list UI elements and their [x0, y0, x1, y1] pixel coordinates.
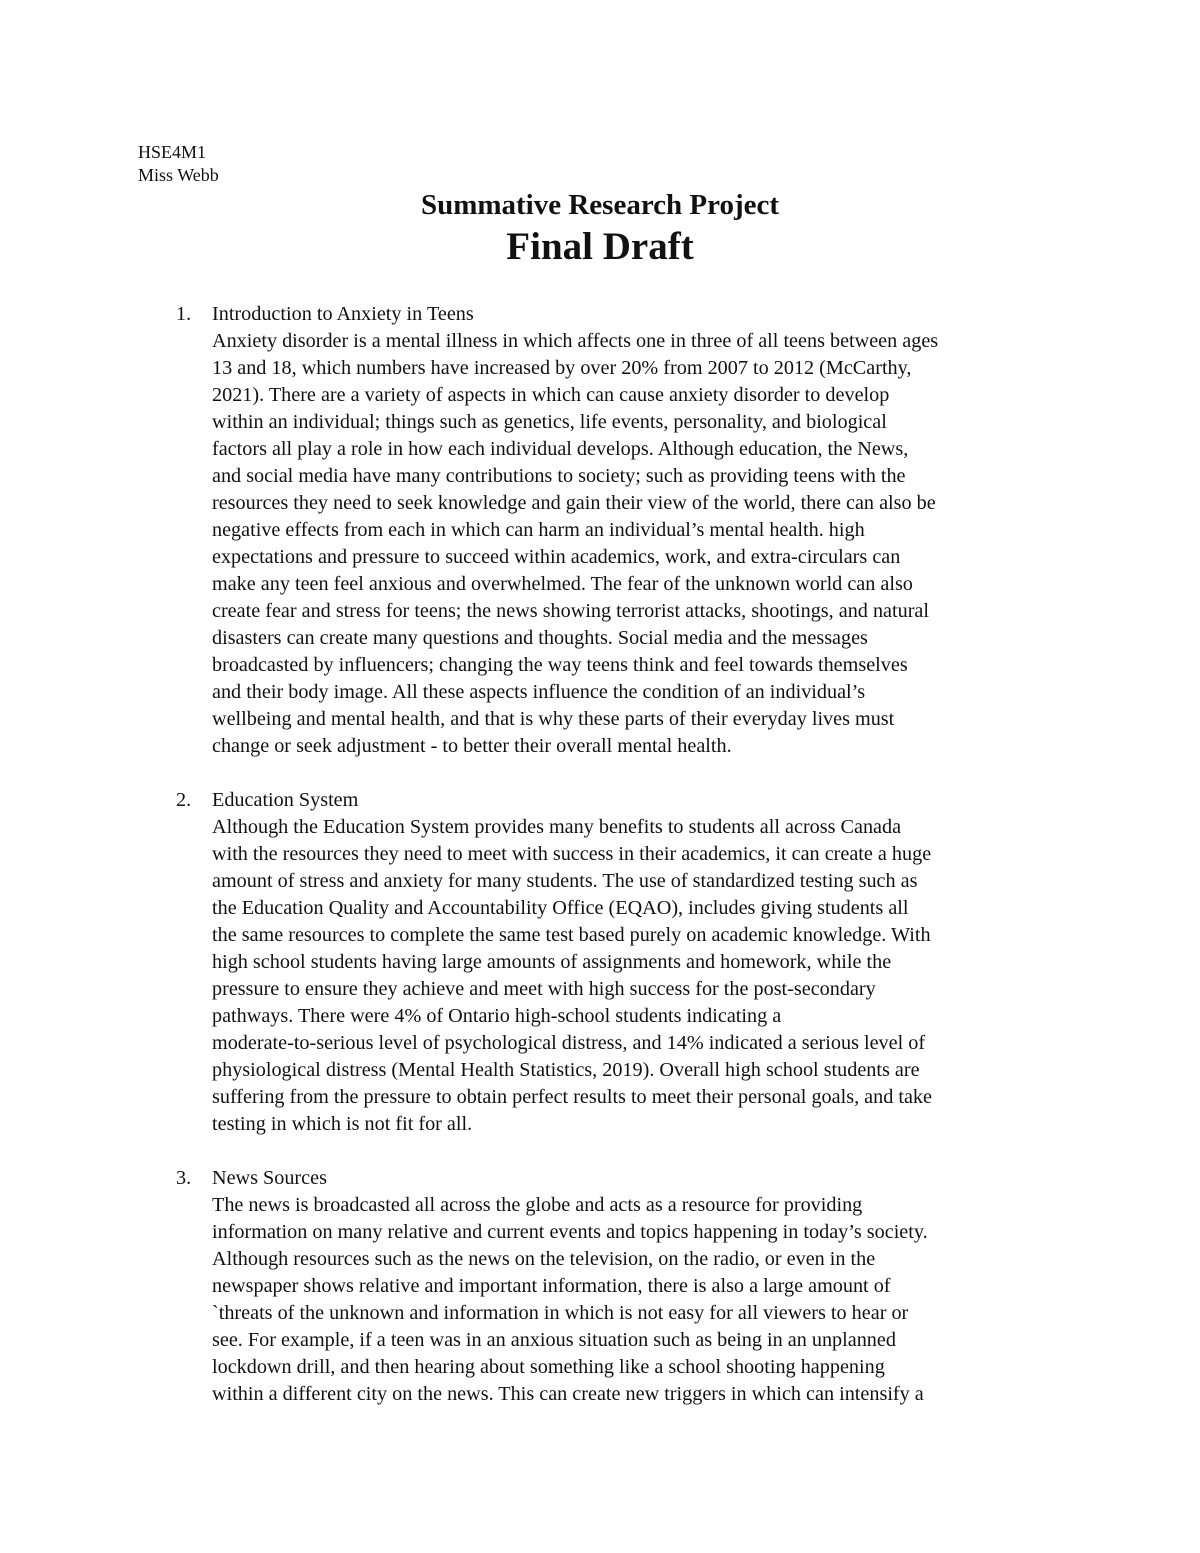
section-body: The news is broadcasted all across the globe and acts as a resource for providing information on many relative and current events and topics happening in today’s society. Although resources such as the news on the television, on the radio, or even in the newspaper shows relative and important information, there is also a large amount of `threats of the unknown and information in which is not easy for all viewers to hear or see. For example, if a teen was in an anxious situation such as being in an unplanned lockdown drill, and then hearing about something like a school shooting happening within a different city on the news. This can create new triggers in which can intensify a — [212, 1194, 928, 1405]
section-introduction — [176, 301, 1072, 760]
document-title: Summative Research Project — [420, 189, 780, 221]
teacher-name: Miss Webb — [138, 165, 219, 185]
document-subtitle: Final Draft — [506, 225, 694, 268]
document-header — [138, 141, 219, 187]
course-code: HSE4M1 — [138, 142, 207, 162]
section-education-system — [176, 787, 1072, 1138]
section-heading: News Sources — [212, 1167, 327, 1189]
section-body: Anxiety disorder is a mental illness in which affects one in three of all teens between ages 13 and 18, which numbers have increased by over 20% from 2007 to 2012 (McCarthy, 2021). There are a variety of aspects in which can cause anxiety disorder to develop within an individual; things such as genetics, life events, personality, and biological factors all play a role in how each individual develops. Although education, the News, and social media have many contributions to society; such as providing teens with the resources they need to seek knowledge and gain their view of the world, there can also be negative effects from each in which can harm an individual’s mental health. high expectations and pressure to succeed within academics, work, and extra-circulars can make any teen feel anxious and overwhelmed. The fear of the unknown world can also create fear and stress for teens; the news showing terrorist attacks, shootings, and natural disasters can create many questions and thoughts. Social media and the messages broadcasted by influencers; changing the way teens think and feel towards themselves and their body image. All these aspects influence the condition of an individual’s wellbeing and mental health, and that is why these parts of their everyday lives must change or seek adjustment - to better their overall mental health. — [212, 330, 939, 757]
section-body: Although the Education System provides many benefits to students all across Canada with the resources they need to meet with success in their academics, it can create a huge amount of stress and anxiety for many students. The use of standardized testing such as the Education Quality and Accountability Office (EQAO), includes giving students all the same resources to complete the same test based purely on academic knowledge. With high school students having large amounts of assignments and homework, while the pressure to ensure they achieve and meet with high success for the post-secondary pathways. There were 4% of Ontario high-school students indicating a moderate-to-serious level of psychological distress, and 14% indicated a serious level of physiological distress (Mental Health Statistics, 2019). Overall high school students are suffering from the pressure to obtain perfect results to meet their personal goals, and take testing in which is not fit for all. — [212, 816, 932, 1135]
section-heading: Education System — [212, 789, 359, 811]
section-number: 2. — [176, 789, 192, 811]
section-number: 3. — [176, 1167, 192, 1189]
section-heading: Introduction to Anxiety in Teens — [212, 303, 474, 325]
section-news-sources — [176, 1165, 1072, 1408]
section-number: 1. — [176, 303, 192, 325]
